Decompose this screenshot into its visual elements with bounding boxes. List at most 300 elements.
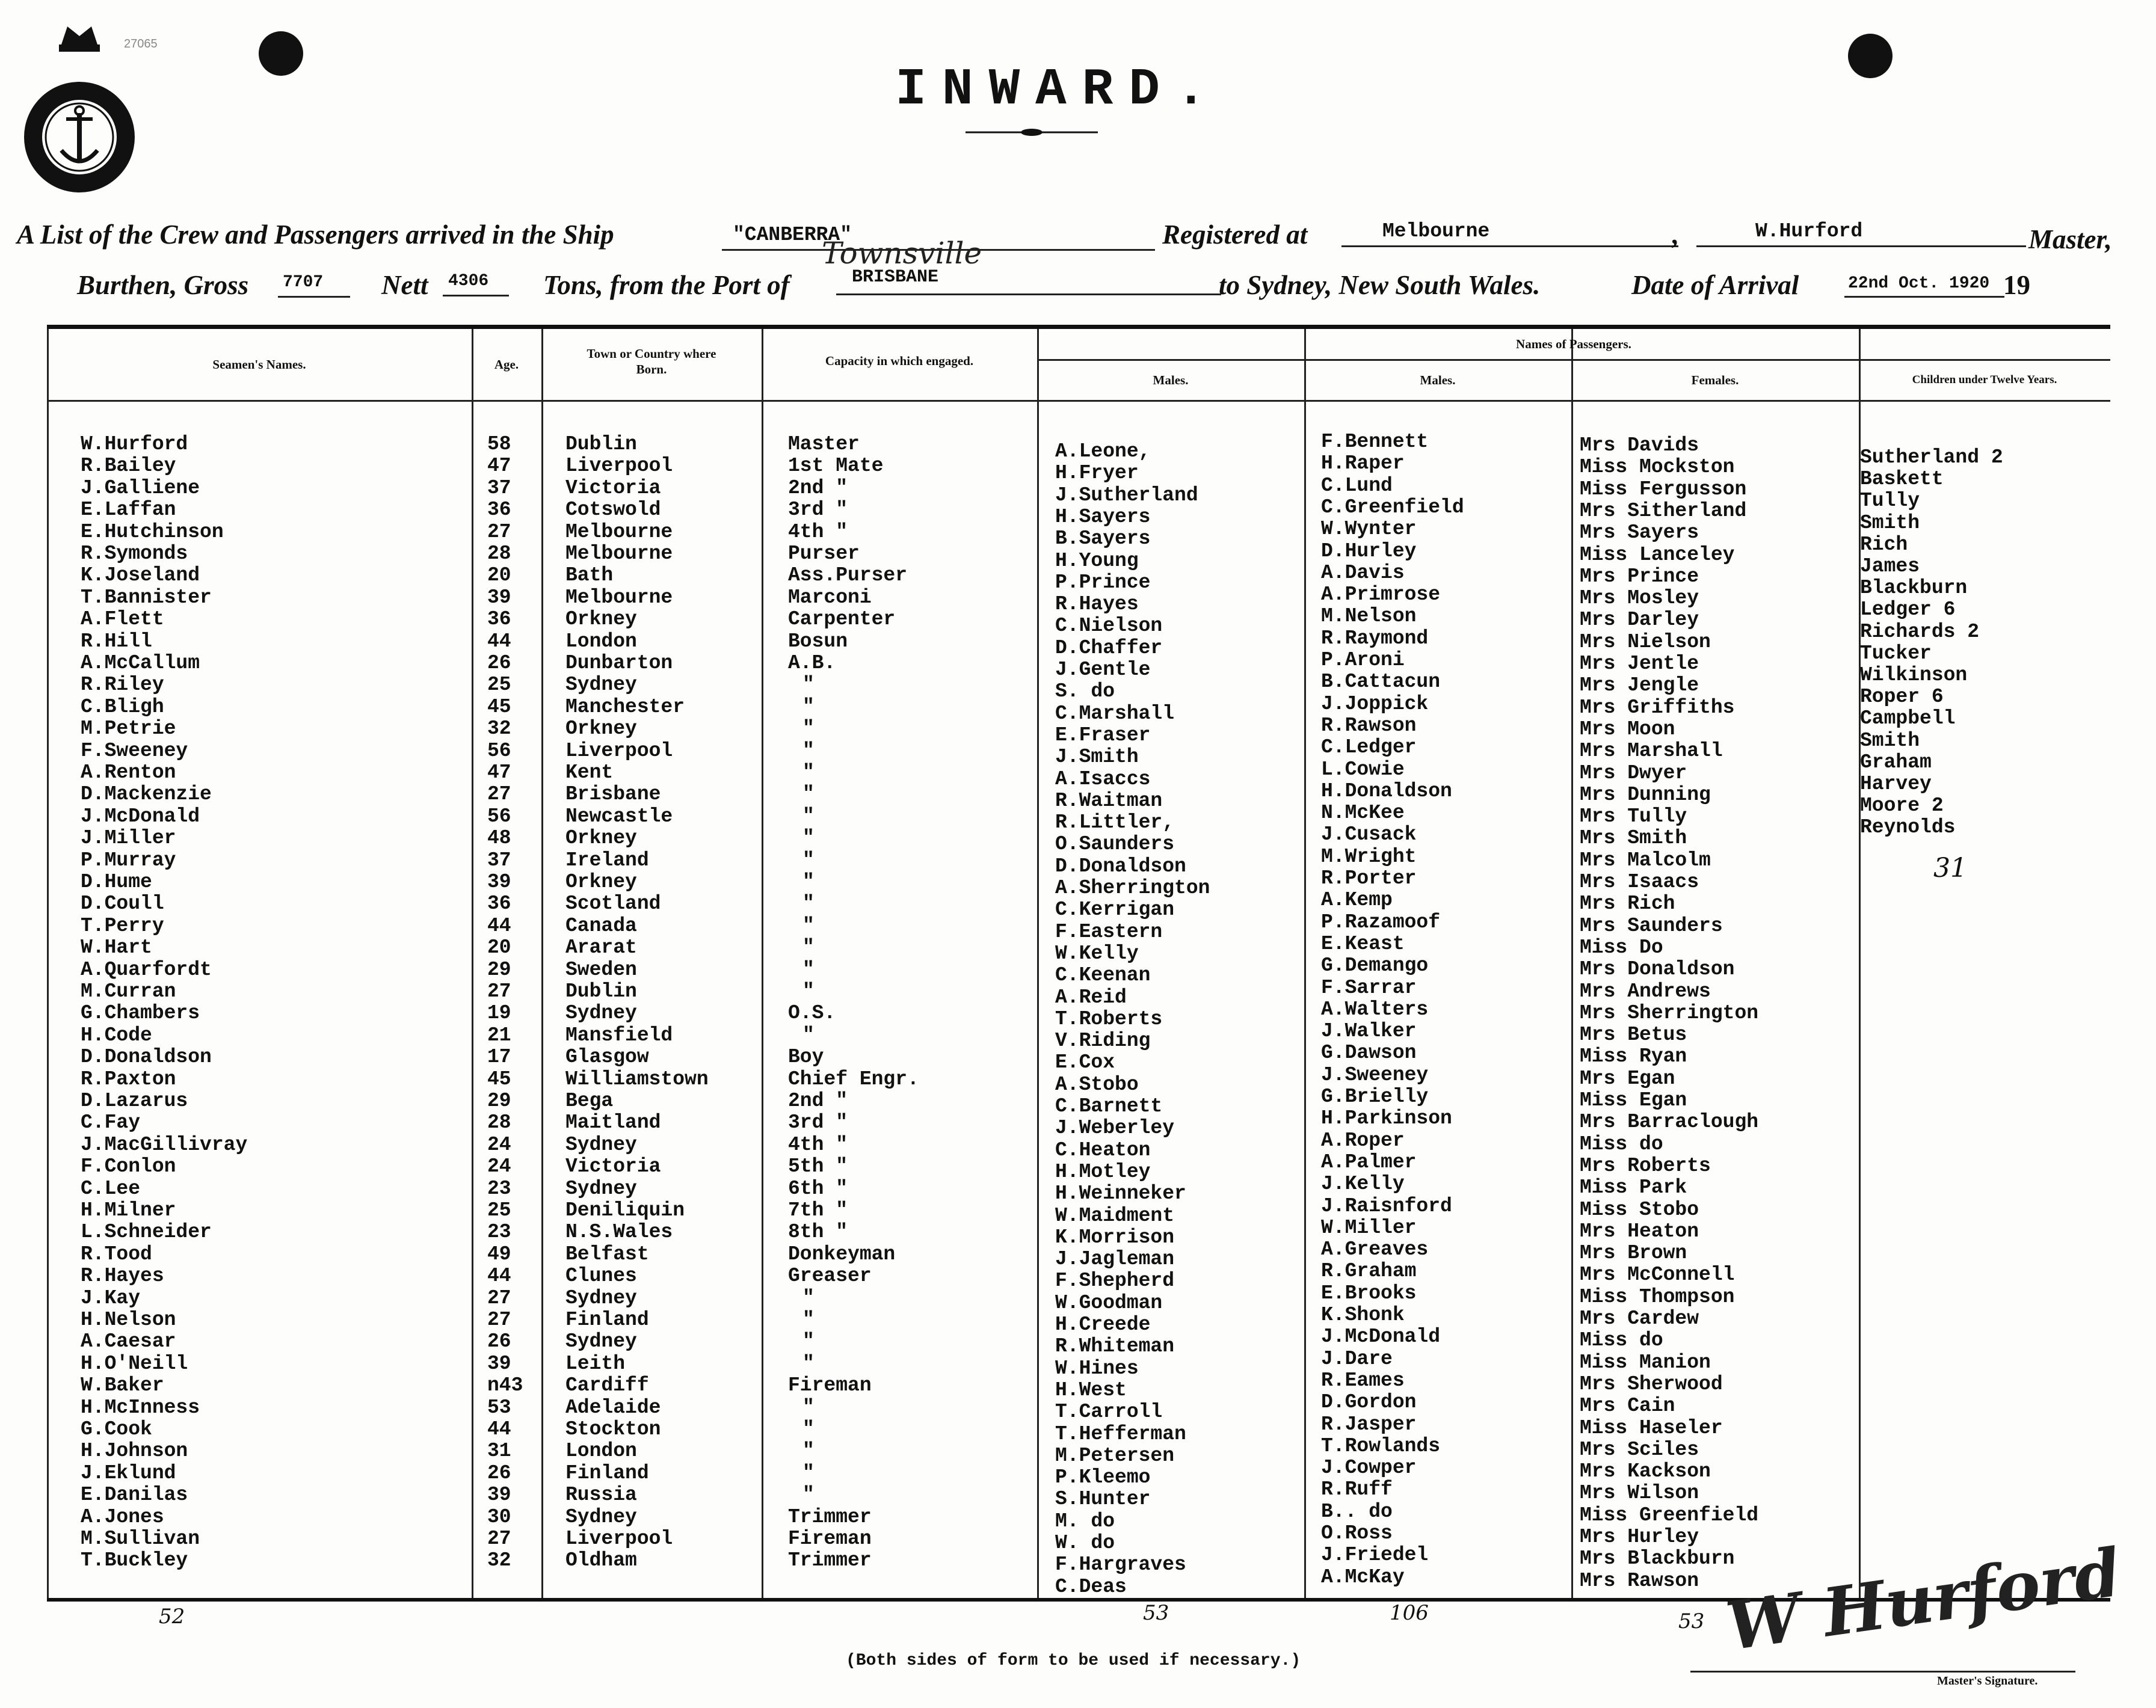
column-rule [1304, 329, 1306, 1598]
crew-birthplace: Ararat [565, 936, 637, 959]
crew-age: 28 [487, 1111, 511, 1134]
female-passenger: Miss Thompson [1580, 1285, 1735, 1308]
crew-name: C.Bligh [81, 695, 164, 718]
male-passenger: P.Prince [1055, 571, 1151, 594]
crew-birthplace: Canada [565, 914, 637, 937]
crew-capacity: " [802, 761, 815, 784]
male-passenger: C.Marshall [1055, 702, 1175, 725]
male-passenger: J.Sutherland [1055, 484, 1198, 506]
col-males-2: Males. [1420, 373, 1456, 387]
male-passenger: H.Raper [1321, 452, 1405, 475]
crew-age: 47 [487, 455, 511, 478]
col-females: Females. [1691, 373, 1739, 387]
male-passenger: B.Cattacun [1321, 671, 1441, 693]
male-passenger: W.Wynter [1321, 518, 1417, 541]
female-passenger: Mrs Sherrington [1580, 1001, 1759, 1024]
port-of-departure: BRISBANE [852, 267, 939, 287]
crew-birthplace: Orkney [565, 608, 637, 631]
crew-age: 24 [487, 1133, 511, 1156]
crew-capacity: Donkeyman [788, 1243, 896, 1265]
male-passenger: A.McKay [1321, 1565, 1405, 1588]
crew-capacity: 4th " [788, 520, 848, 543]
crew-capacity: Chief Engr. [788, 1068, 919, 1090]
crew-name: C.Lee [81, 1177, 141, 1200]
shipping-office-seal [19, 23, 140, 198]
male-passenger: F.Eastern [1055, 920, 1163, 943]
female-passenger: Mrs Egan [1580, 1067, 1675, 1090]
crew-name: F.Conlon [81, 1155, 176, 1178]
column-rule [47, 329, 49, 1598]
column-rule [472, 329, 473, 1598]
crew-passenger-table [47, 325, 2110, 1602]
male-passenger: W.Kelly [1055, 942, 1139, 965]
female-passenger: Mrs Darley [1580, 609, 1699, 631]
male-passenger: D.Chaffer [1055, 636, 1163, 659]
male-passenger: J.Dare [1321, 1347, 1393, 1370]
crew-capacity: 3rd " [788, 499, 848, 521]
crew-name: L.Schneider [81, 1221, 212, 1244]
crew-age: 28 [487, 542, 511, 565]
male-passenger: A.Isaccs [1055, 767, 1151, 790]
crew-birthplace: Williamstown [565, 1068, 709, 1090]
male-passenger: H.Donaldson [1321, 779, 1452, 802]
male-passenger: C.Ledger [1321, 736, 1417, 759]
male-passenger: R.Jasper [1321, 1413, 1417, 1436]
crew-capacity: O.S. [788, 1002, 836, 1025]
crew-age: 27 [487, 1309, 511, 1331]
crew-name: A.McCallum [81, 652, 200, 674]
crew-name: M.Petrie [81, 717, 176, 740]
male-passenger: C.Keenan [1055, 964, 1151, 987]
crew-capacity: 2nd " [788, 1090, 848, 1112]
crew-birthplace: Adelaide [565, 1396, 661, 1419]
male-passenger: J.Friedel [1321, 1544, 1429, 1567]
crew-name: F.Sweeney [81, 739, 188, 762]
child-passenger: Smith [1860, 729, 1920, 752]
male-passenger: B.Sayers [1055, 527, 1151, 550]
crew-birthplace: N.S.Wales [565, 1221, 673, 1244]
crew-age: 32 [487, 717, 511, 740]
crew-capacity: " [802, 717, 815, 740]
male-passenger: R.Whiteman [1055, 1335, 1175, 1358]
crew-birthplace: Stockton [565, 1418, 661, 1440]
male-passenger: H.Sayers [1055, 505, 1151, 528]
col-capacity: Capacity in which engaged. [825, 354, 974, 368]
col-born: Town or Country where Born. [587, 346, 716, 376]
crew-name: D.Donaldson [81, 1046, 212, 1069]
crew-age: 19 [487, 1002, 511, 1025]
female-passenger: Mrs Dunning [1580, 783, 1711, 806]
crew-capacity: " [802, 1484, 815, 1507]
crew-age: 47 [487, 761, 511, 784]
male-passenger: H.Motley [1055, 1160, 1151, 1183]
child-passenger: Wilkinson [1860, 664, 1968, 686]
registered-label: Registered at [1162, 220, 1308, 250]
crew-birthplace: Melbourne [565, 520, 673, 543]
crew-age: 53 [487, 1396, 511, 1419]
punch-hole [259, 31, 303, 76]
child-passenger: Moore 2 [1860, 794, 1944, 817]
crew-birthplace: Orkney [565, 717, 637, 740]
crew-age: 36 [487, 892, 511, 915]
child-passenger: James [1860, 555, 1920, 577]
col-passengers: Names of Passengers. [1516, 337, 1631, 351]
total-crew: 52 [159, 1605, 185, 1629]
crew-age: 26 [487, 1461, 511, 1484]
crew-age: 20 [487, 936, 511, 959]
child-passenger: Tully [1860, 490, 1920, 512]
crew-age: 45 [487, 1068, 511, 1090]
crew-name: A.Flett [81, 608, 164, 631]
male-passenger: C.Lund [1321, 474, 1393, 497]
crew-name: A.Jones [81, 1505, 164, 1528]
crew-birthplace: Newcastle [565, 805, 673, 828]
crew-name: W.Baker [81, 1374, 164, 1397]
male-passenger: J.Joppick [1321, 692, 1429, 715]
signature-line [1690, 1671, 2075, 1673]
crew-name: R.Hayes [81, 1265, 164, 1288]
crew-birthplace: Manchester [565, 695, 685, 718]
crew-capacity: Trimmer [788, 1549, 872, 1572]
tons-from-port-label: Tons, from the Port of [543, 270, 790, 300]
crew-name: A.Renton [81, 761, 176, 784]
crew-capacity: " [802, 1309, 815, 1331]
female-passenger: Miss Do [1580, 936, 1663, 959]
male-passenger: H.West [1055, 1378, 1127, 1401]
crew-name: T.Buckley [81, 1549, 188, 1572]
crew-age: 21 [487, 1024, 511, 1046]
crew-birthplace: Victoria [565, 1155, 661, 1178]
crew-capacity: Fireman [788, 1528, 872, 1550]
crew-name: H.Code [81, 1024, 152, 1046]
child-passenger: Sutherland 2 [1860, 446, 2003, 468]
crew-age: 29 [487, 1090, 511, 1112]
crew-name: E.Danilas [81, 1484, 188, 1507]
port-underline [836, 293, 1221, 295]
male-passenger: G.Dawson [1321, 1042, 1417, 1064]
crew-birthplace: Belfast [565, 1243, 649, 1265]
crew-capacity: " [802, 1418, 815, 1440]
crew-capacity: Boy [788, 1046, 824, 1069]
crew-capacity: Fireman [788, 1374, 872, 1397]
master-name: W.Hurford [1755, 220, 1863, 242]
crew-age: 27 [487, 1528, 511, 1550]
female-passenger: Mrs Barraclough [1580, 1111, 1759, 1134]
crew-capacity: " [802, 1396, 815, 1419]
crew-name: T.Perry [81, 914, 164, 937]
crew-capacity: " [802, 805, 815, 828]
male-passenger: A.Walters [1321, 998, 1429, 1021]
crew-name: J.McDonald [81, 805, 200, 828]
nett-underline [443, 295, 509, 296]
male-passenger: R.Ruff [1321, 1478, 1393, 1501]
male-passenger: A.Roper [1321, 1129, 1405, 1152]
crew-capacity: " [802, 871, 815, 893]
child-passenger: Richards 2 [1860, 620, 1980, 643]
burthen-label: Burthen, Gross [77, 270, 249, 300]
male-passenger: J.Sweeney [1321, 1063, 1429, 1086]
female-passenger: Mrs Rawson [1580, 1569, 1699, 1592]
male-passenger: E.Cox [1055, 1051, 1115, 1074]
crew-name: D.Coull [81, 892, 164, 915]
crew-age: 58 [487, 433, 511, 455]
crew-age: 39 [487, 586, 511, 609]
female-passenger: Mrs Smith [1580, 827, 1687, 850]
female-passenger: Mrs Sitherland [1580, 499, 1747, 522]
male-passenger: E.Keast [1321, 932, 1405, 955]
male-passenger: R.Rawson [1321, 714, 1417, 737]
female-passenger: Mrs Brown [1580, 1242, 1687, 1265]
male-passenger: J.Raisnford [1321, 1194, 1452, 1217]
male-passenger: A.Stobo [1055, 1073, 1139, 1096]
female-passenger: Mrs Jentle [1580, 653, 1699, 675]
crew-age: 45 [487, 695, 511, 718]
crew-name: W.Hart [81, 936, 152, 959]
crew-capacity: " [802, 695, 815, 718]
female-passenger: Mrs Griffiths [1580, 696, 1735, 719]
crew-birthplace: Orkney [565, 871, 637, 893]
crew-age: 48 [487, 827, 511, 850]
crew-name: W.Hurford [81, 433, 188, 455]
male-passenger: J.Smith [1055, 746, 1139, 769]
female-passenger: Mrs Sayers [1580, 521, 1699, 544]
crew-name: J.MacGillivray [81, 1133, 248, 1156]
crew-name: T.Bannister [81, 586, 212, 609]
crew-birthplace: Scotland [565, 892, 661, 915]
female-passenger: Mrs Betus [1580, 1024, 1687, 1046]
crew-birthplace: London [565, 630, 637, 653]
crew-age: 44 [487, 1265, 511, 1288]
crew-birthplace: Brisbane [565, 783, 661, 806]
male-passenger: K.Morrison [1055, 1226, 1175, 1249]
male-passenger: J.Cowper [1321, 1457, 1417, 1479]
port-handwritten-correction: Townsville [822, 236, 982, 271]
crew-capacity: " [802, 936, 815, 959]
male-passenger: W.Hines [1055, 1357, 1139, 1380]
table-rows [47, 329, 2110, 1598]
female-passenger: Mrs Kackson [1580, 1460, 1711, 1483]
female-passenger: Mrs Isaacs [1580, 871, 1699, 893]
crew-age: 17 [487, 1046, 511, 1069]
header-bottom-rule [47, 400, 2110, 402]
crew-birthplace: London [565, 1440, 637, 1463]
crew-name: H.Johnson [81, 1440, 188, 1463]
female-passenger: Miss Lanceley [1580, 543, 1735, 566]
passenger-header-rule [1037, 359, 2110, 361]
male-passenger: G.Brielly [1321, 1086, 1429, 1108]
male-passenger: O.Saunders [1055, 833, 1175, 856]
crew-capacity: " [802, 827, 815, 850]
female-passenger: Mrs Sherwood [1580, 1372, 1723, 1395]
crew-age: 29 [487, 958, 511, 981]
child-passenger: Roper 6 [1860, 686, 1944, 708]
female-passenger: Mrs Davids [1580, 434, 1699, 456]
crew-age: 44 [487, 1418, 511, 1440]
crew-capacity: " [802, 849, 815, 871]
crew-capacity: 5th " [788, 1155, 848, 1178]
child-passenger: Harvey [1860, 773, 1932, 795]
male-passenger: F.Hargraves [1055, 1553, 1186, 1576]
arrival-date: 22nd Oct. 1920 [1848, 274, 1990, 293]
child-passenger: Blackburn [1860, 577, 1968, 600]
column-rule [1859, 329, 1861, 1598]
crew-capacity: A.B. [788, 652, 836, 674]
male-passenger: P.Kleemo [1055, 1466, 1151, 1489]
nett-tons: 4306 [448, 272, 489, 290]
crew-age: 31 [487, 1440, 511, 1463]
col-males-1: Males. [1153, 373, 1189, 387]
crew-age: n43 [487, 1374, 523, 1397]
crew-age: 49 [487, 1243, 511, 1265]
male-passenger: J.Kelly [1321, 1173, 1405, 1196]
crew-name: H.Milner [81, 1199, 176, 1221]
crew-capacity: " [802, 1286, 815, 1309]
crew-name: A.Quarfordt [81, 958, 212, 981]
crew-age: 37 [487, 476, 511, 499]
crew-name: E.Laffan [81, 499, 176, 521]
female-passenger: Miss Mockston [1580, 456, 1735, 479]
male-passenger: C.Greenfield [1321, 496, 1464, 518]
crew-age: 25 [487, 1199, 511, 1221]
crew-name: H.Nelson [81, 1309, 176, 1331]
male-passenger: C.Kerrigan [1055, 899, 1175, 921]
title-ornament [966, 127, 1098, 137]
crew-age: 56 [487, 739, 511, 762]
male-passenger: O.Ross [1321, 1522, 1393, 1544]
crew-birthplace: Sydney [565, 1330, 637, 1353]
male-passenger: P.Aroni [1321, 649, 1405, 671]
male-passenger: W.Miller [1321, 1216, 1417, 1239]
female-passenger: Mrs Malcolm [1580, 849, 1711, 871]
male-passenger: R.Graham [1321, 1260, 1417, 1283]
column-rule [762, 329, 763, 1598]
male-passenger: W. do [1055, 1532, 1115, 1554]
crew-name: D.Hume [81, 871, 152, 893]
child-passenger: Tucker [1860, 642, 1932, 665]
crew-birthplace: Ireland [565, 849, 649, 871]
male-passenger: C.Deas [1055, 1575, 1127, 1598]
male-passenger: M.Nelson [1321, 605, 1417, 628]
crew-birthplace: Dublin [565, 980, 637, 1003]
crew-birthplace: Sydney [565, 1286, 637, 1309]
female-passenger: Miss Egan [1580, 1089, 1687, 1111]
crew-birthplace: Cotswold [565, 499, 661, 521]
crew-capacity: " [802, 783, 815, 806]
male-passenger: W.Maidment [1055, 1204, 1175, 1227]
total-females: 53 [1678, 1609, 1705, 1633]
crew-birthplace: Sydney [565, 674, 637, 696]
child-passenger: Smith [1860, 511, 1920, 534]
crew-birthplace: Liverpool [565, 1528, 673, 1550]
crew-capacity: " [802, 892, 815, 915]
form-title: INWARD. [895, 60, 1222, 119]
crew-birthplace: Sydney [565, 1133, 637, 1156]
crew-age: 36 [487, 608, 511, 631]
crew-age: 27 [487, 980, 511, 1003]
total-children: 31 [1933, 853, 1967, 883]
registered-port: Melbourne [1382, 220, 1490, 242]
male-passenger: C.Heaton [1055, 1138, 1151, 1161]
female-passenger: Mrs Jengle [1580, 674, 1699, 697]
crew-birthplace: Sweden [565, 958, 637, 981]
year-suffix: 19 [2003, 270, 2030, 300]
male-passenger: J.Cusack [1321, 823, 1417, 846]
female-passenger: Mrs Marshall [1580, 740, 1723, 763]
punch-hole [1848, 34, 1893, 78]
female-passenger: Mrs Donaldson [1580, 958, 1735, 981]
female-passenger: Miss Ryan [1580, 1045, 1687, 1068]
crew-name: E.Hutchinson [81, 520, 224, 543]
female-passenger: Mrs Blackburn [1580, 1547, 1735, 1570]
male-passenger: C.Barnett [1055, 1095, 1163, 1117]
crew-birthplace: Sydney [565, 1177, 637, 1200]
crew-age: 39 [487, 1352, 511, 1375]
crew-age: 36 [487, 499, 511, 521]
male-passenger: H.Creede [1055, 1313, 1151, 1336]
crew-name: R.Bailey [81, 455, 176, 478]
crew-capacity: Trimmer [788, 1505, 872, 1528]
crew-capacity: " [802, 1024, 815, 1046]
crew-age: 25 [487, 674, 511, 696]
crew-capacity: " [802, 1352, 815, 1375]
male-passenger: R.Eames [1321, 1369, 1405, 1392]
stamp-number: 27065 [124, 37, 158, 51]
crew-name: J.Kay [81, 1286, 141, 1309]
crew-capacity: " [802, 1440, 815, 1463]
crew-name: R.Hill [81, 630, 152, 653]
crew-name: M.Sullivan [81, 1528, 200, 1550]
crew-capacity: 3rd " [788, 1111, 848, 1134]
male-passenger: J.Weberley [1055, 1117, 1175, 1140]
male-passenger: J.Jagleman [1055, 1248, 1175, 1271]
crew-capacity: " [802, 1330, 815, 1353]
crew-name: R.Riley [81, 674, 164, 696]
female-passenger: Mrs Moon [1580, 717, 1675, 740]
male-passenger: G.Demango [1321, 954, 1429, 977]
crew-name: R.Paxton [81, 1068, 176, 1090]
male-passenger: V.Riding [1055, 1030, 1151, 1052]
crew-name: D.Mackenzie [81, 783, 212, 806]
crew-birthplace: Leith [565, 1352, 626, 1375]
master-signature: W Hurford [1722, 1533, 2125, 1665]
male-passenger: H.Fryer [1055, 462, 1139, 485]
crew-name: J.Galliene [81, 476, 200, 499]
col-age: Age. [494, 357, 519, 372]
footer-note: (Both sides of form to be used if necessary.) [846, 1651, 1301, 1670]
male-passenger: B.. do [1321, 1500, 1393, 1523]
crew-capacity: 7th " [788, 1199, 848, 1221]
crew-name: C.Fay [81, 1111, 141, 1134]
male-passenger: T.Hefferman [1055, 1422, 1186, 1445]
crew-age: 27 [487, 1286, 511, 1309]
male-passenger: D.Hurley [1321, 539, 1417, 562]
female-passenger: Mrs Saunders [1580, 914, 1723, 937]
to-sydney-label: to Sydney, New South Wales. [1219, 270, 1541, 300]
crew-birthplace: Bath [565, 564, 614, 587]
female-passenger: Miss do [1580, 1329, 1663, 1352]
child-passenger: Graham [1860, 751, 1932, 773]
crew-capacity: Marconi [788, 586, 872, 609]
male-passenger: T.Roberts [1055, 1007, 1163, 1030]
crew-birthplace: Liverpool [565, 739, 673, 762]
crew-name: A.Caesar [81, 1330, 176, 1353]
male-passenger: A.Kemp [1321, 889, 1393, 912]
col-children: Children under Twelve Years. [1912, 373, 2057, 386]
female-passenger: Mrs Hurley [1580, 1526, 1699, 1548]
crew-birthplace: Bega [565, 1090, 614, 1112]
child-passenger: Baskett [1860, 468, 1944, 491]
male-passenger: A.Palmer [1321, 1150, 1417, 1173]
